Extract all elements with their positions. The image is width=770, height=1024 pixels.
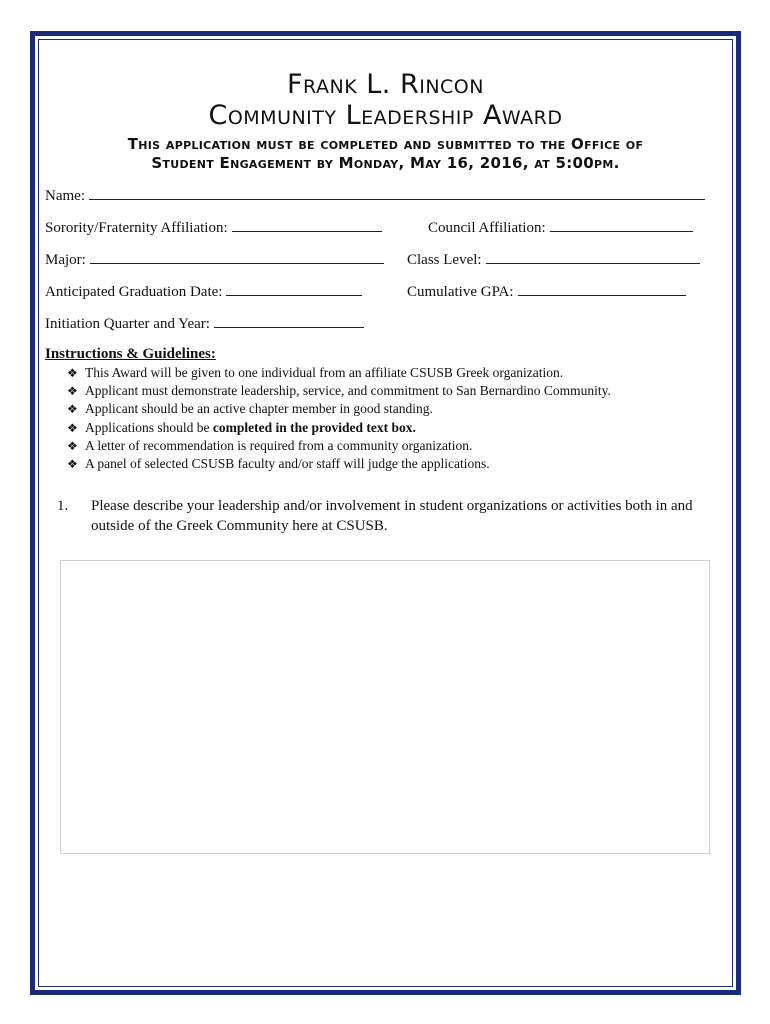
- list-item: ❖ This Award will be given to one individual from an affiliate CSUSB Greek organization.: [67, 364, 725, 382]
- instructions-list: [45, 364, 725, 473]
- field-row-graduation: [45, 280, 715, 312]
- instructions-section: [45, 346, 725, 473]
- diamond-bullet-icon: ❖: [67, 366, 78, 380]
- initiation-field[interactable]: [45, 312, 364, 333]
- affiliation-field[interactable]: [45, 216, 382, 237]
- applicant-fields: [45, 184, 715, 344]
- answer-text-box[interactable]: [60, 560, 710, 854]
- question-1: [57, 496, 717, 536]
- graduation-field[interactable]: [45, 280, 362, 301]
- major-line[interactable]: [90, 248, 384, 264]
- class-level-field[interactable]: [407, 248, 700, 269]
- diamond-bullet-icon: ❖: [67, 384, 78, 399]
- submission-notice-line-1: This application must be completed and submitted to the Office of: [127, 135, 644, 153]
- initiation-line[interactable]: [214, 312, 364, 328]
- affiliation-line[interactable]: [232, 216, 382, 232]
- title-block: [35, 69, 736, 173]
- list-item: ❖ Applications should be completed in the provided text box.: [67, 419, 725, 437]
- gpa-label: Cumulative GPA:: [407, 284, 514, 300]
- major-label: Major:: [45, 252, 86, 268]
- council-field[interactable]: [428, 216, 693, 237]
- field-row-name: [45, 184, 715, 216]
- class-level-line[interactable]: [486, 248, 700, 264]
- submission-notice-line-2: Student Engagement by Monday, May 16, 2016, at 5:00pm.: [151, 154, 620, 172]
- graduation-label: Anticipated Graduation Date:: [45, 284, 223, 300]
- instruction-emphasis: completed in the provided text box.: [212, 419, 416, 435]
- council-label: Council Affiliation:: [428, 220, 546, 236]
- question-number: 1.: [57, 498, 69, 514]
- instructions-heading: Instructions & Guidelines:: [45, 346, 216, 362]
- name-label: Name:: [45, 188, 85, 204]
- diamond-bullet-icon: ❖: [67, 402, 78, 417]
- page-frame: [30, 31, 741, 995]
- list-item: ❖ Applicant should be an active chapter member in good standing.: [67, 400, 725, 418]
- question-text: Please describe your leadership and/or involvement in student organizations or activities both in and outside of the Greek Community here at CSUSB.: [91, 498, 693, 534]
- name-line[interactable]: [89, 184, 705, 200]
- list-item: ❖ A letter of recommendation is required from a community organization.: [67, 437, 725, 455]
- award-title-line-2: Community Leadership Award: [208, 100, 563, 131]
- field-row-initiation: [45, 312, 715, 344]
- field-row-affiliation: [45, 216, 715, 248]
- award-title-line-1: Frank L. Rincon: [287, 69, 484, 100]
- graduation-line[interactable]: [226, 280, 362, 296]
- major-field[interactable]: [45, 248, 384, 269]
- gpa-field[interactable]: [407, 280, 686, 301]
- list-item: ❖ A panel of selected CSUSB faculty and/or staff will judge the applications.: [67, 455, 725, 473]
- name-field[interactable]: [45, 184, 705, 205]
- field-row-major: [45, 248, 715, 280]
- diamond-bullet-icon: ❖: [67, 438, 78, 453]
- initiation-label: Initiation Quarter and Year:: [45, 316, 210, 332]
- council-line[interactable]: [550, 216, 693, 232]
- diamond-bullet-icon: ❖: [67, 457, 78, 472]
- list-item: ❖ Applicant must demonstrate leadership, service, and commitment to San Bernardino Community.: [67, 382, 725, 400]
- submission-notice: [35, 135, 736, 173]
- class-level-label: Class Level:: [407, 252, 482, 268]
- affiliation-label: Sorority/Fraternity Affiliation:: [45, 220, 228, 236]
- diamond-bullet-icon: ❖: [67, 420, 78, 435]
- gpa-line[interactable]: [518, 280, 686, 296]
